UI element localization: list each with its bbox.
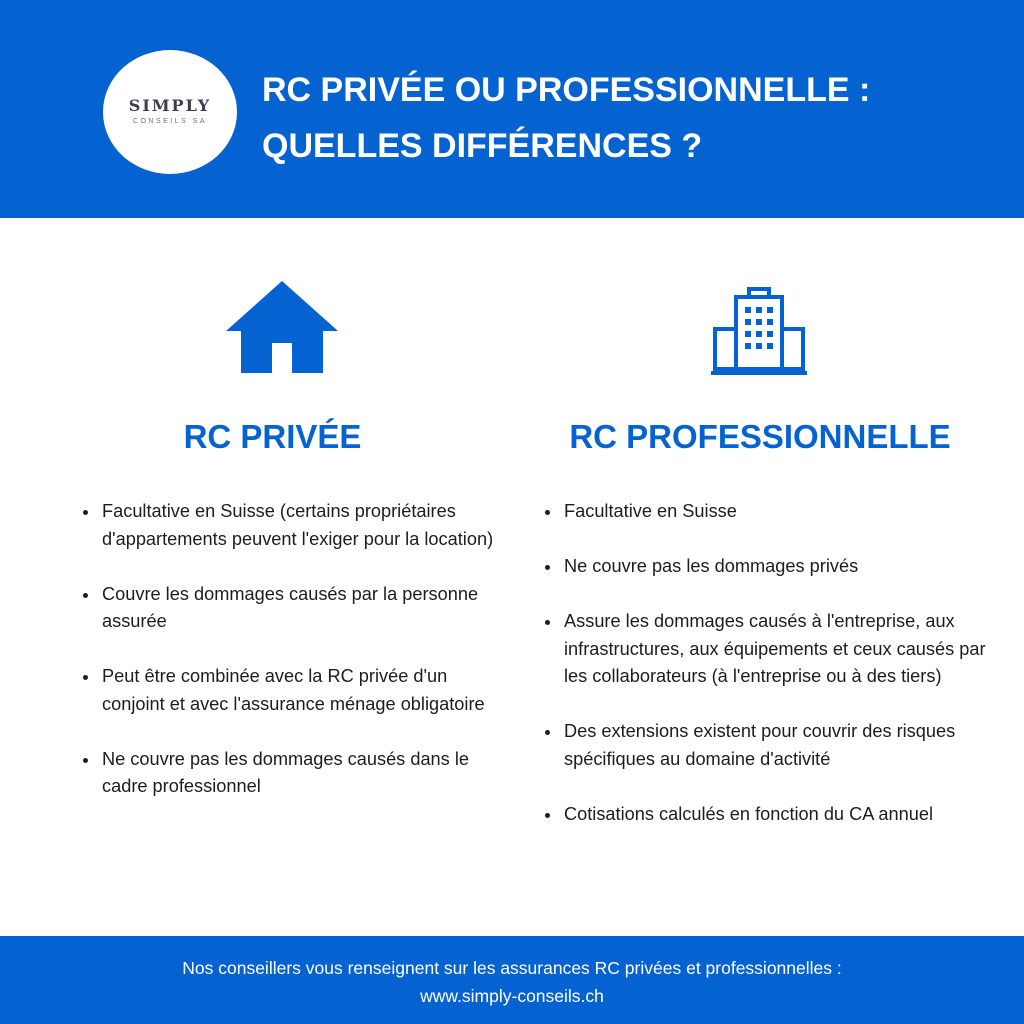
list-item: • Peut être combinée avec la RC privée d'un conjoint et avec l'assurance ménage obligatoire <box>100 663 500 718</box>
header-banner <box>0 0 1024 218</box>
footer-banner <box>0 936 1024 1024</box>
rc-privee-heading: RC PRIVÉE <box>183 418 362 455</box>
rc-privee-list <box>78 498 500 828</box>
list-item: • Assure les dommages causés à l'entreprise, aux infrastructures, aux équipements et ceux causés par les collaborateurs (à l'entreprise ou à des tiers) <box>562 608 994 691</box>
footer-text: Nos conseillers vous renseignent sur les assurances RC privées et professionnelles : <box>182 958 842 978</box>
list-item: • Couvre les dommages causés par la personne assurée <box>100 581 500 636</box>
logo-wordmark: SIMPLY <box>128 96 212 115</box>
title-line-1: RC PRIVÉE OU PROFESSIONNELLE : <box>262 71 871 109</box>
rc-professionnelle-heading: RC PROFESSIONNELLE <box>569 418 951 455</box>
office-building-icon <box>709 287 809 379</box>
list-item: • Ne couvre pas les dommages privés <box>562 553 994 581</box>
footer-website-link[interactable]: www.simply-conseils.ch <box>420 986 604 1006</box>
list-item: • Des extensions existent pour couvrir des risques spécifiques au domaine d'activité <box>562 718 994 773</box>
list-item: • Cotisations calculés en fonction du CA annuel <box>562 801 994 829</box>
house-icon <box>226 281 338 373</box>
logo-subtitle: CONSEILS SA <box>132 118 208 125</box>
rc-professionnelle-list <box>540 498 994 856</box>
list-item: • Facultative en Suisse (certains propriétaires d'appartements peuvent l'exiger pour la location) <box>100 498 500 553</box>
list-item: • Ne couvre pas les dommages causés dans le cadre professionnel <box>100 746 500 801</box>
list-item: • Facultative en Suisse <box>562 498 994 526</box>
page-title <box>262 62 982 174</box>
title-line-2: QUELLES DIFFÉRENCES ? <box>262 127 703 165</box>
simply-conseils-logo <box>103 50 237 174</box>
